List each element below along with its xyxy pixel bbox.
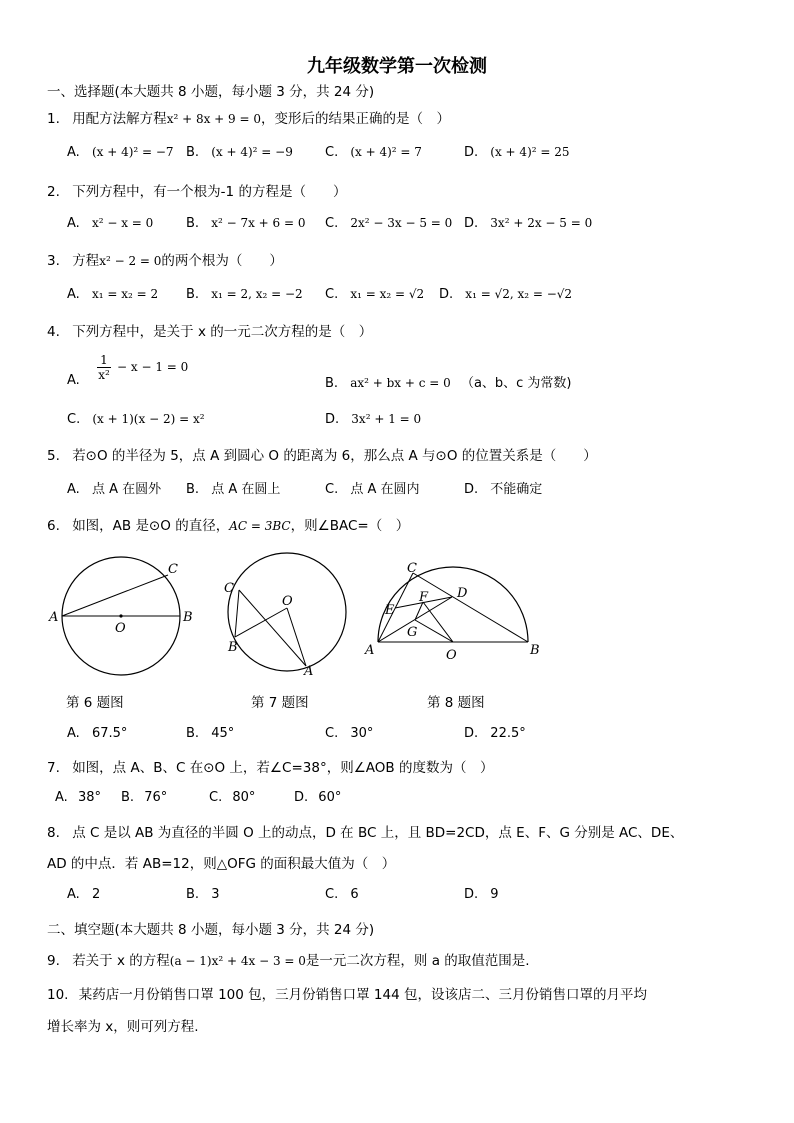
option-d: D. x₁ = √2, x₂ = −√2 [439,287,573,302]
option-c: C. 点 A 在圆内 [325,482,420,497]
question-10-line-2: 增长率为 x，则可列方程. [47,1019,199,1035]
question-text: 是一元二次方程，则 a 的取值范围是. [305,953,530,969]
label-d: D [457,586,468,601]
equation: x² + 8x + 9 = 0 [166,112,261,126]
option-d: D. (x + 4)² = 25 [464,145,570,160]
label-b: B [183,610,193,625]
figure-8 [358,555,548,665]
option-b: B. x₁ = 2, x₂ = −2 [186,287,303,302]
question-number: 3. [47,253,60,269]
option-d: D. 9 [464,887,499,902]
question-text: 用配方法解方程 [72,111,167,127]
label-o: O [446,648,457,663]
question-number: 7. [47,760,60,776]
question-number: 9. [47,953,60,969]
figure-7 [218,548,358,684]
question-9 [47,949,530,969]
option-a: A. 38° [55,790,101,805]
equation: (a − 1)x² + 4x − 3 = 0 [169,954,306,968]
label-c: C [407,561,417,576]
label-o: O [282,594,293,609]
label-c: C [168,562,178,577]
option-b: B. 76° [121,790,168,805]
label-c: C [224,581,234,596]
option-b: B. (x + 4)² = −9 [186,145,293,160]
option-b: B. 点 A 在圆上 [186,482,281,497]
figure-6 [44,550,204,690]
option-a: A. 67.5° [67,726,128,741]
figure-6-caption: 第 6 题图 [66,695,124,711]
section-heading-fill: 二、填空题(本大题共 8 小题，每小题 3 分，共 24 分) [47,922,375,938]
label-b: B [228,640,238,655]
question-text: 下列方程中，有一个根为-1 的方程是（ ） [72,184,347,200]
question-10 [47,983,647,1003]
label-a: A [304,664,314,679]
option-d: D. 60° [294,790,342,805]
label-b: B [530,643,540,658]
question-number: 6. [47,518,60,534]
label-a: A [49,610,59,625]
option-c: C. (x + 4)² = 7 [325,145,422,160]
question-text: ，则∠BAC=（ ） [290,518,410,534]
option-d: D. 3x² + 1 = 0 [325,412,422,427]
question-5 [47,444,597,464]
label-a: A [365,643,375,658]
question-text: 如图，AB 是⊙O 的直径， [72,518,230,534]
option-d: D. 3x² + 2x − 5 = 0 [464,216,593,231]
figure-8-caption: 第 8 题图 [427,695,485,711]
question-8 [47,821,683,841]
option-a: A. (x + 4)² = −7 [67,145,174,160]
question-2 [47,180,346,200]
option-d: D. 不能确定 [464,482,543,497]
option-a: A. x² − x = 0 [67,216,154,231]
question-6 [47,514,409,534]
label-e: E [385,603,395,618]
question-number: 8. [47,825,60,841]
label-o: O [115,621,126,636]
question-number: 2. [47,184,60,200]
question-8-line-2: AD 的中点．若 AB=12，则△OFG 的面积最大值为（ ） [47,856,396,872]
option-c: C. 30° [325,726,374,741]
question-text: 如图，点 A、B、C 在⊙O 上，若∠C=38°，则∠AOB 的度数为（ ） [72,760,494,776]
label-f: F [419,590,429,605]
figure-7-caption: 第 7 题图 [251,695,309,711]
equation: AC = 3BC [229,519,291,533]
label-g: G [407,625,418,640]
option-b: B. x² − 7x + 6 = 0 [186,216,306,231]
question-number: 10. [47,987,69,1003]
option-b: B. 3 [186,887,220,902]
question-text: ，变形后的结果正确的是（ ） [261,111,450,127]
question-7 [47,756,493,776]
question-text: 下列方程中，是关于 x 的一元二次方程的是（ ） [72,324,373,340]
question-text: 的两个根为（ ） [161,253,283,269]
option-b: B. ax² + bx + c = 0 （a、b、c 为常数) [325,376,572,391]
option-a: A. 2 [67,887,101,902]
page-title: 九年级数学第一次检测 [307,56,487,77]
question-4 [47,320,372,340]
option-d: D. 22.5° [464,726,526,741]
option-c: C. 6 [325,887,359,902]
question-text: 点 C 是以 AB 为直径的半圆 O 上的动点，D 在 BC 上，且 BD=2CD，点 E、F、G 分别是 AC、DE、 [72,825,684,841]
option-c: C. 2x² − 3x − 5 = 0 [325,216,453,231]
question-1 [47,107,450,127]
option-b: B. 45° [186,726,235,741]
option-a: A. 点 A 在圆外 [67,482,162,497]
question-text: 某药店一月份销售口罩 100 包，三月份销售口罩 144 包，设该店二、三月份销售口罩的月平均 [78,987,647,1003]
option-c: C. x₁ = x₂ = √2 [325,287,425,302]
question-text: 方程 [72,253,100,269]
equation: x² − 2 = 0 [99,254,162,268]
question-number: 4. [47,324,60,340]
option-c: C. 80° [209,790,256,805]
option-a: A. x₁ = x₂ = 2 [67,287,159,302]
question-number: 1. [47,111,60,127]
question-text: 若⊙O 的半径为 5，点 A 到圆心 O 的距离为 6，那么点 A 与⊙O 的位置关系是（ ） [72,448,597,464]
question-text: 若关于 x 的方程 [72,953,170,969]
question-3 [47,249,283,269]
section-heading-choice: 一、选择题(本大题共 8 小题，每小题 3 分，共 24 分) [47,84,375,100]
option-c: C. (x + 1)(x − 2) = x² [67,412,205,427]
question-number: 5. [47,448,60,464]
